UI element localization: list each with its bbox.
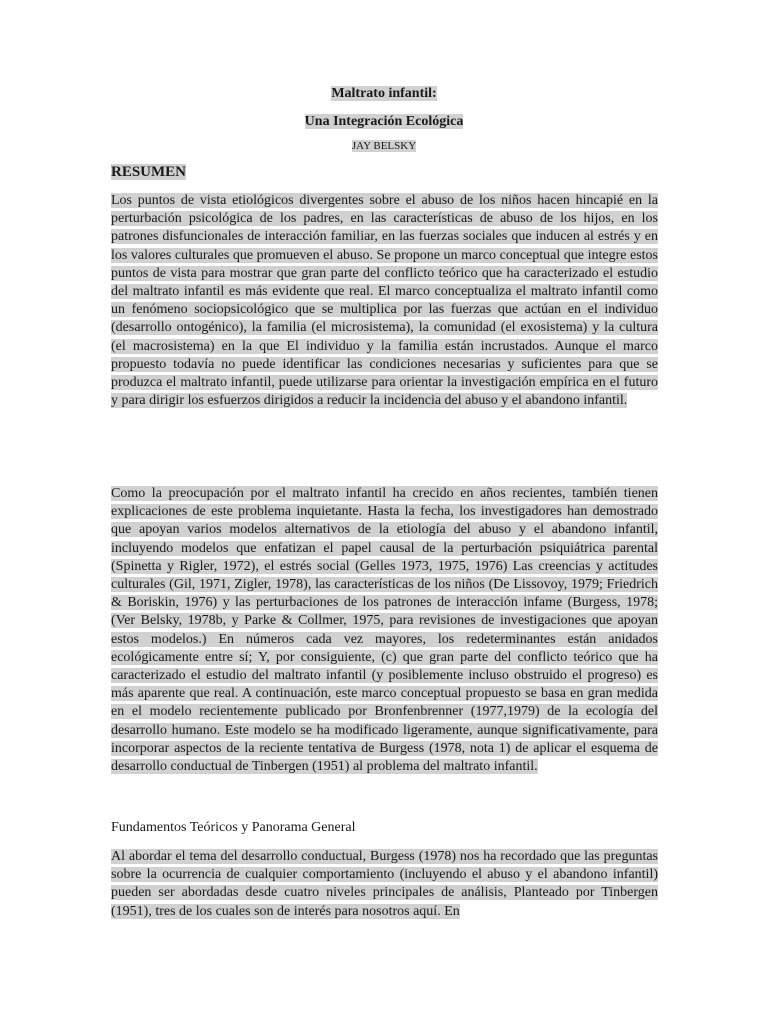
abstract-text: Los puntos de vista etiológicos divergentes sobre el abuso de los niños hacen hincapié en la perturbación psicológica de los padres, en las características de abuso de los hijos, en los patrones disfuncionales de interacción familiar, en las fuerzas sociales que inducen al estrés y en los valores culturales que promueven el abuso. Se propone un marco conceptual que integre estos puntos de vista para mostrar que gran parte del conflicto teórico que ha caracterizado el estudio del maltrato infantil es más evidente que real. El marco conceptualiza el maltrato infantil como un fenómeno sociopsicológico que se multiplica por las fuerzas que actúan en el individuo (desarrollo ontogénico), la familia (el microsistema), la comunidad (el exosistema) y la cultura (el macrosistema) en la que El individuo y la familia están incrustados. Aunque el marco propuesto todavía no puede identificar las condiciones necesarias y suficientes para que se produzca el maltrato infantil, puede utilizarse para orientar la investigación empírica en el futuro y para dirigir los esfuerzos dirigidos a reducir la incidencia del abuso y el abandono infantil.	[111, 193, 658, 409]
section-text: Al abordar el tema del desarrollo conductual, Burgess (1978) nos ha recordado que las preguntas sobre la ocurrencia de cualquier comportamiento (incluyendo el abuso y el abandono infantil) pueden ser abordadas desde cuatro niveles principales de análisis, Planteado por Tinbergen (1951), tres de los cuales son de interés para nosotros aquí. En	[111, 849, 658, 919]
abstract-heading-text: RESUMEN	[111, 164, 187, 180]
intro-paragraph	[111, 485, 658, 776]
subtitle-text: Una Integración Ecológica	[304, 114, 464, 129]
title-text: Maltrato infantil:	[331, 86, 437, 101]
author-line	[0, 140, 768, 152]
document-subtitle	[0, 114, 768, 130]
abstract-heading	[111, 164, 186, 181]
intro-text: Como la preocupación por el maltrato infantil ha crecido en años recientes, también tienen explicaciones de este problema inquietante. Hasta la fecha, los investigadores han demostrado que apoyan varios modelos alternativos de la etiología del abuso y el abandono infantil, incluyendo modelos que enfatizan el papel causal de la perturbación psiquiátrica parental (Spinetta y Rigler, 1972), el estrés social (Gelles 1973, 1975, 1976) Las creencias y actitudes culturales (Gil, 1971, Zigler, 1978), las características de los niños (De Lissovoy, 1979; Friedrich & Boriskin, 1976) y las perturbaciones de los patrones de interacción infame (Burgess, 1978; (Ver Belsky, 1978b, y Parke & Collmer, 1975, para revisiones de investigaciones que apoyan estos modelos.) En números cada vez mayores, los redeterminantes están anidados ecológicamente entre sí; Y, por consiguiente, (c) que gran parte del conflicto teórico que ha caracterizado el estudio del maltrato infantil (y posiblemente incluso obstruido el progreso) es más aparente que real. A continuación, este marco conceptual propuesto se basa en gran medida en el modelo recientemente publicado por Bronfenbrenner (1977,1979) de la ecología del desarrollo humano. Este modelo se ha modificado ligeramente, aunque significativamente, para incorporar aspectos de la reciente tentativa de Burgess (1978, nota 1) de aplicar el esquema de desarrollo conductual de Tinbergen (1951) al problema del maltrato infantil.	[111, 486, 658, 775]
section-heading-text: Fundamentos Teóricos y Panorama General	[111, 820, 356, 835]
document-title	[0, 86, 768, 102]
author-text: JAY BELSKY	[351, 140, 417, 152]
section-heading	[111, 820, 355, 836]
abstract-paragraph	[111, 192, 658, 410]
section-paragraph	[111, 848, 658, 921]
